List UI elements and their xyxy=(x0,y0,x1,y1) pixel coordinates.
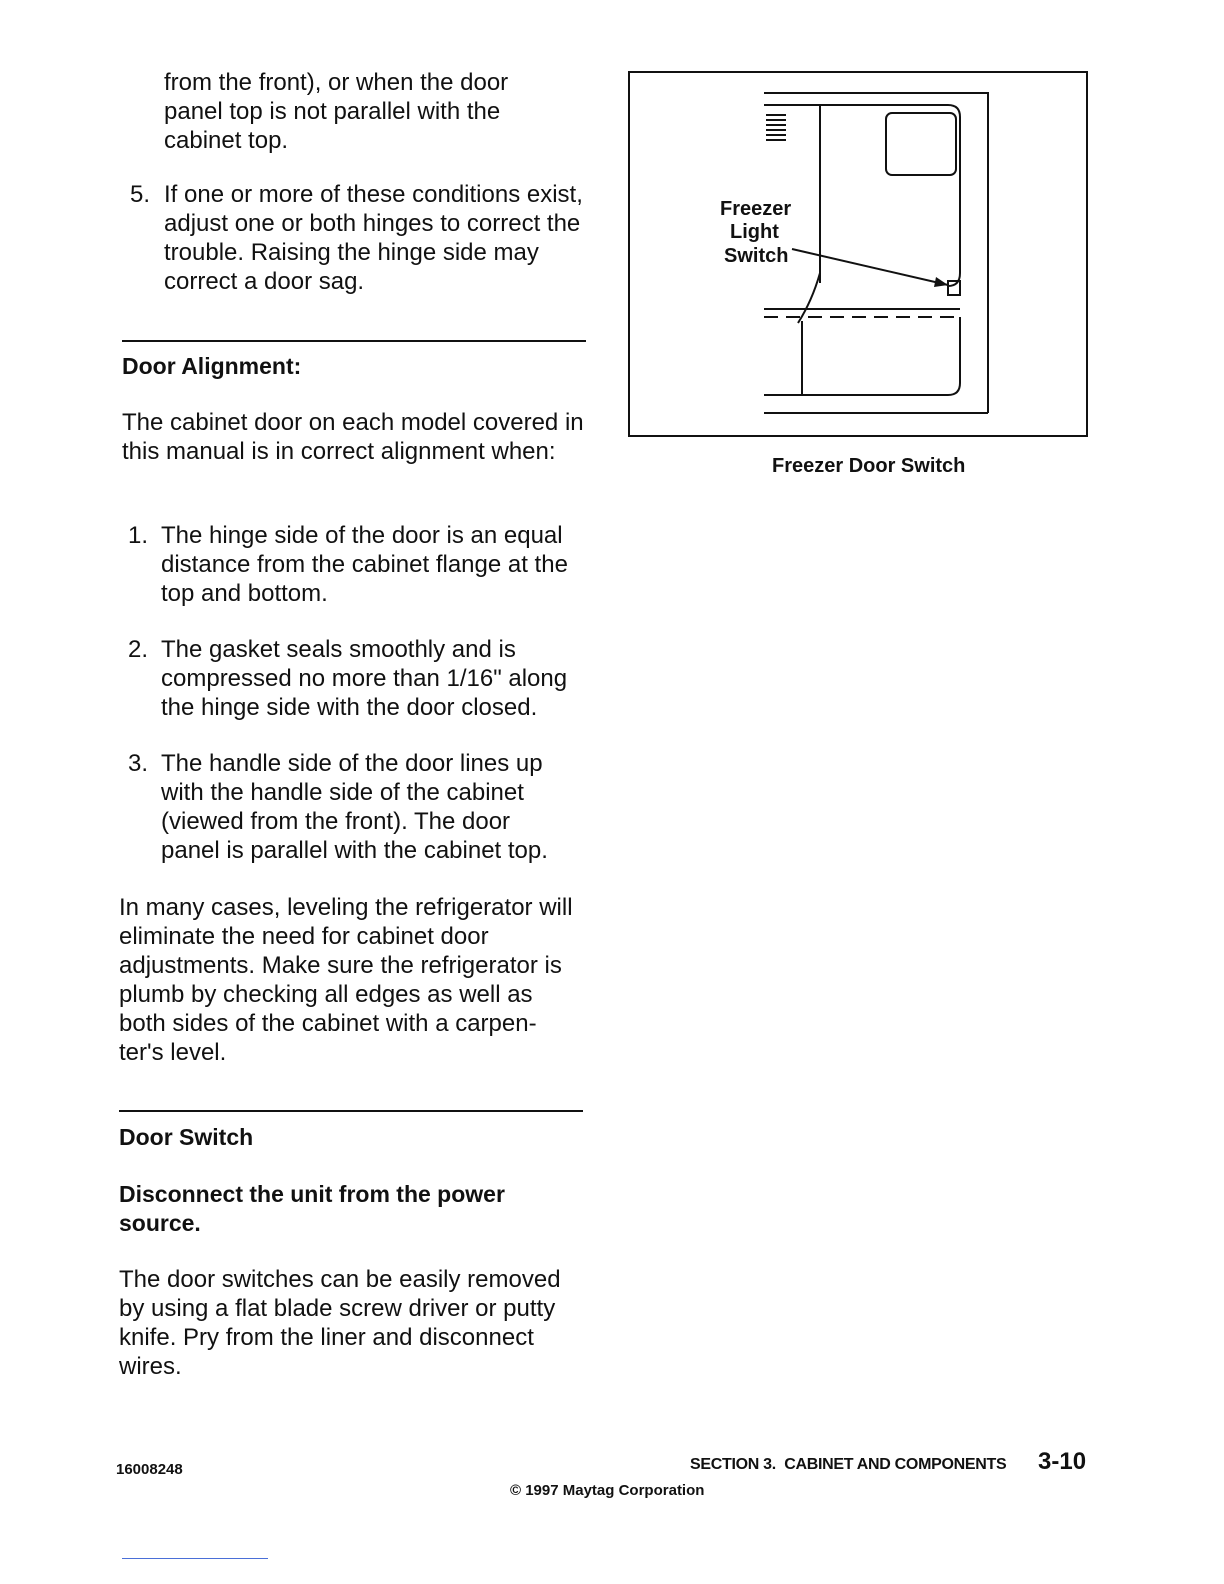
figure-label-switch: Switch xyxy=(724,245,789,267)
freezer-door-switch-figure xyxy=(628,71,1088,437)
copyright: © 1997 Maytag Corporation xyxy=(510,1482,705,1499)
continued-item-text: from the front), or when the door panel top is not parallel with the cabinet top. xyxy=(164,69,509,154)
list-item-number: 5. xyxy=(130,181,151,208)
disconnect-warning: Disconnect the unit from the power source. xyxy=(119,1181,505,1236)
section-divider xyxy=(122,340,586,342)
page-number: 3-10 xyxy=(1038,1448,1087,1475)
list-item-number: 2. xyxy=(128,636,149,663)
list-item-text: The handle side of the door lines up with the handle side of the cabinet (viewed from the front). The door panel is parallel with the cabinet top. xyxy=(161,750,548,864)
list-item-number: 3. xyxy=(128,750,149,777)
refrigerator-diagram xyxy=(630,73,1086,435)
leveling-paragraph: In many cases, leveling the refrigerator will eliminate the need for cabinet door adjustments. Make sure the refrigerator is plumb by checking all edges as well as both sides of the cabinet with a carpen-ter's level. xyxy=(119,894,573,1066)
door-alignment-heading: Door Alignment: xyxy=(122,353,302,379)
figure-label-light: Light xyxy=(730,221,779,243)
document-number: 16008248 xyxy=(116,1461,183,1478)
figure-caption: Freezer Door Switch xyxy=(772,455,966,477)
section-title: SECTION 3. CABINET AND COMPONENTS xyxy=(690,1456,1007,1473)
door-switch-body: The door switches can be easily removed by using a flat blade screw driver or putty knife. Pry from the liner and disconnect wires. xyxy=(119,1266,561,1380)
decorative-line xyxy=(122,1558,268,1559)
list-item-text: The gasket seals smoothly and is compressed no more than 1/16" along the hinge side with the door closed. xyxy=(161,636,568,721)
door-alignment-intro: The cabinet door on each model covered in this manual is in correct alignment when: xyxy=(122,409,584,465)
list-item-number: 1. xyxy=(128,522,149,549)
list-item-text: The hinge side of the door is an equal distance from the cabinet flange at the top and bottom. xyxy=(161,522,568,607)
section-divider xyxy=(119,1110,583,1112)
list-item-text: If one or more of these conditions exist, adjust one or both hinges to correct the trouble. Raising the hinge side may correct a door sag. xyxy=(164,181,583,295)
door-switch-heading: Door Switch xyxy=(119,1124,254,1150)
figure-label-freezer: Freezer xyxy=(720,198,792,220)
